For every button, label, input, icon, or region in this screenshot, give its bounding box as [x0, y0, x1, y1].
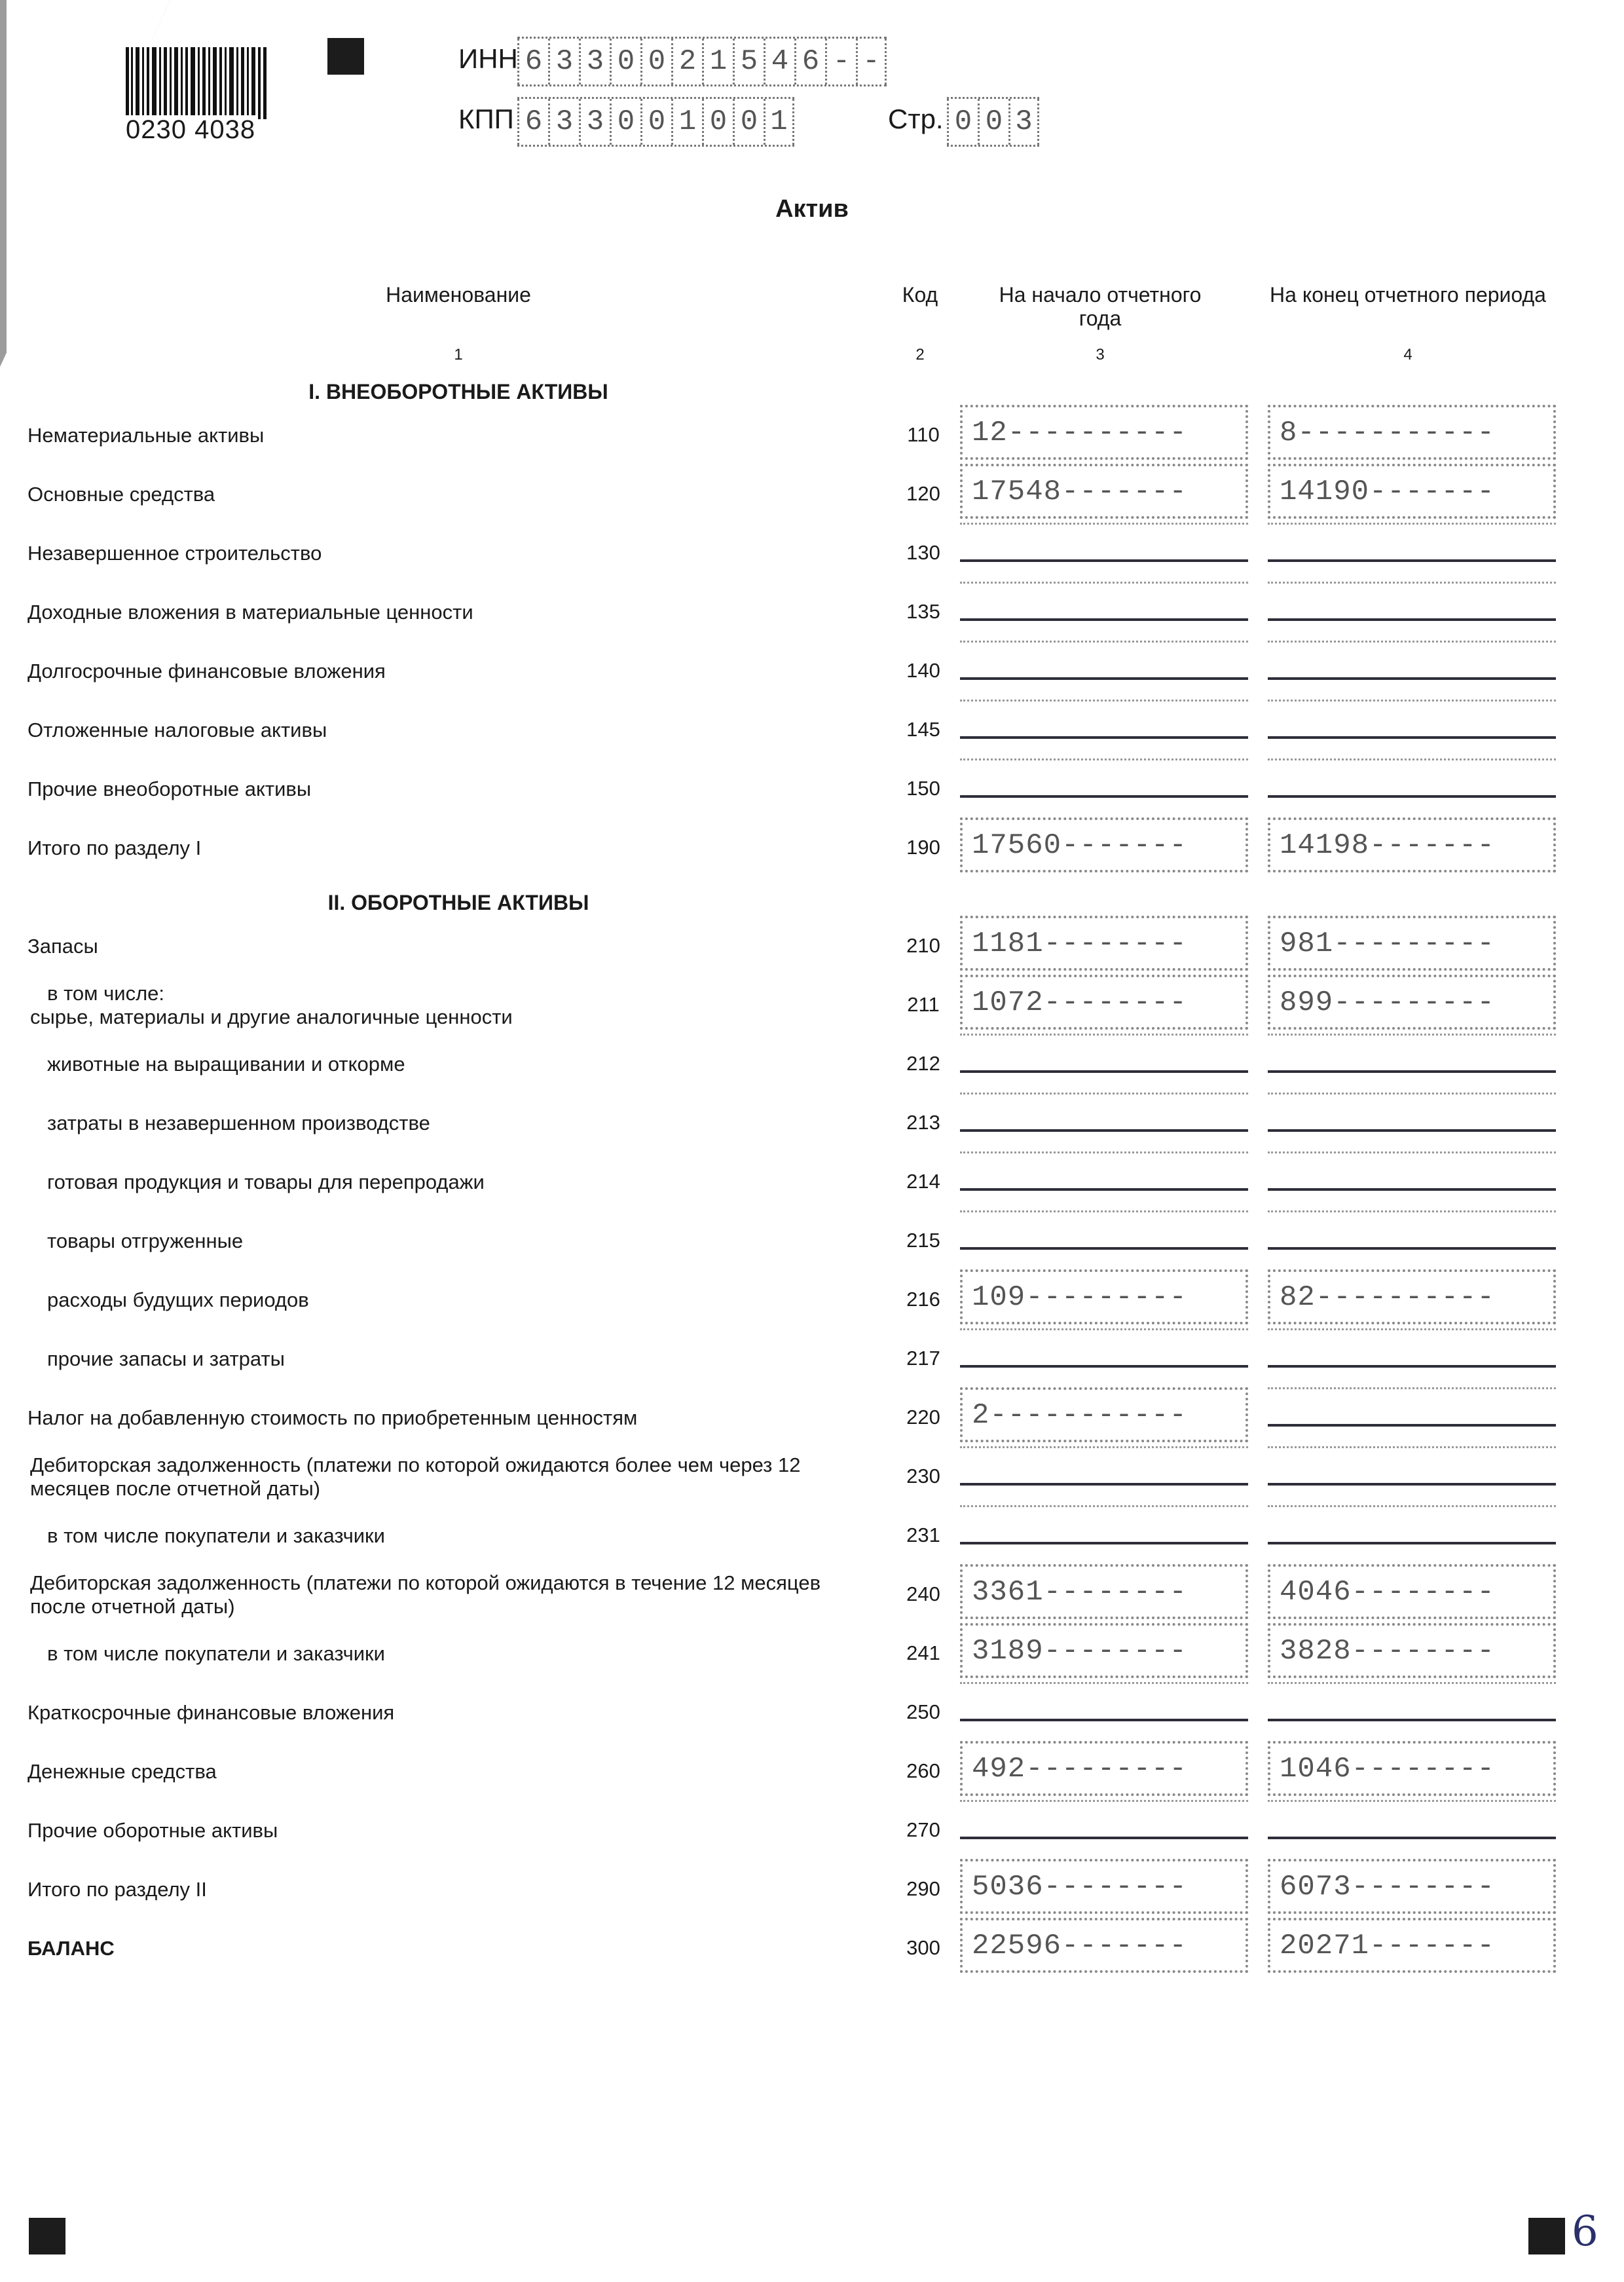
value-start-text: 2----------- — [972, 1399, 1187, 1432]
value-end-field[interactable] — [1268, 464, 1556, 519]
inn-digit-cell: 6 — [517, 39, 548, 84]
kpp-digit-cell: 1 — [764, 99, 794, 145]
value-start-dotted-guide — [960, 1210, 1248, 1212]
row-label: затраты в незавершенном производстве — [47, 1112, 430, 1134]
page-cells — [947, 97, 1039, 147]
value-start-empty-dash[interactable] — [960, 1188, 1248, 1191]
row-label: Налог на добавленную стоимость по приобретенным ценностям — [28, 1406, 638, 1429]
inn-label: ИНН — [458, 43, 518, 74]
row-label: Краткосрочные финансовые вложения — [28, 1701, 395, 1724]
value-end-field[interactable] — [1268, 1918, 1556, 1973]
value-start-dotted-guide — [960, 758, 1248, 760]
section-header-noncurrent: I. ВНЕОБОРОТНЫЕ АКТИВЫ — [308, 380, 608, 403]
row-code: 270 — [906, 1818, 940, 1841]
column-number-1: 1 — [454, 346, 463, 364]
value-start-field[interactable] — [960, 1387, 1248, 1442]
row-code: 213 — [906, 1111, 940, 1134]
value-start-field[interactable] — [960, 1269, 1248, 1324]
row-label: Основные средства — [28, 483, 215, 506]
value-start-dotted-guide — [960, 1682, 1248, 1684]
value-start-field[interactable] — [960, 1859, 1248, 1914]
row-code: 217 — [906, 1347, 940, 1370]
value-end-empty-dash[interactable] — [1268, 736, 1556, 739]
value-end-empty-dash[interactable] — [1268, 1129, 1556, 1132]
row-code: 145 — [906, 718, 940, 741]
row-label: Итого по разделу I — [28, 836, 202, 859]
value-start-field[interactable] — [960, 405, 1248, 460]
alignment-marker-bottom-right — [1528, 2218, 1565, 2254]
value-start-dotted-guide — [960, 1093, 1248, 1094]
value-start-dotted-guide — [960, 1505, 1248, 1507]
inn-digit-cell: 0 — [610, 39, 640, 84]
row-label-continued: после отчетной даты) — [30, 1595, 235, 1618]
row-label: Отложенные налоговые активы — [28, 719, 327, 741]
row-code: 241 — [906, 1641, 940, 1664]
value-start-text: 17560------- — [972, 829, 1187, 862]
value-start-text: 5036-------- — [972, 1871, 1187, 1903]
handwritten-page-number: 6 — [1572, 2207, 1598, 2256]
column-number-4: 4 — [1403, 346, 1412, 364]
row-code: 230 — [906, 1465, 940, 1487]
value-start-empty-dash[interactable] — [960, 618, 1248, 621]
row-code: 190 — [906, 836, 940, 859]
row-code: 220 — [906, 1406, 940, 1429]
value-start-empty-dash[interactable] — [960, 1365, 1248, 1368]
value-start-empty-dash[interactable] — [960, 1483, 1248, 1486]
value-start-field[interactable] — [960, 817, 1248, 872]
value-start-text: 3189-------- — [972, 1635, 1187, 1668]
row-code: 212 — [906, 1052, 940, 1075]
row-code: 250 — [906, 1700, 940, 1723]
value-end-dotted-guide — [1268, 641, 1556, 643]
row-code: 211 — [907, 993, 940, 1016]
inn-digit-cell: 6 — [794, 39, 825, 84]
row-code: 240 — [906, 1582, 940, 1605]
value-end-empty-dash[interactable] — [1268, 618, 1556, 621]
page-label: Стр. — [888, 103, 944, 134]
value-end-dotted-guide — [1268, 1505, 1556, 1507]
value-end-text: 20271------- — [1280, 1930, 1495, 1962]
row-code: 140 — [906, 659, 940, 682]
column-header-end: На конец отчетного периода — [1270, 283, 1546, 307]
value-end-dotted-guide — [1268, 700, 1556, 701]
value-start-empty-dash[interactable] — [960, 559, 1248, 562]
value-start-dotted-guide — [960, 1800, 1248, 1802]
value-end-text: 899--------- — [1280, 986, 1495, 1019]
row-code: 290 — [906, 1877, 940, 1900]
value-end-empty-dash[interactable] — [1268, 1424, 1556, 1427]
row-label: Долгосрочные финансовые вложения — [28, 660, 386, 683]
value-start-field[interactable] — [960, 1741, 1248, 1796]
column-header-name: Наименование — [386, 283, 531, 307]
inn-digit-cell: 1 — [702, 39, 733, 84]
value-end-empty-dash[interactable] — [1268, 1719, 1556, 1721]
value-end-empty-dash[interactable] — [1268, 1542, 1556, 1544]
row-label-continued: сырье, материалы и другие аналогичные ценности — [30, 1005, 513, 1028]
inn-digit-cell: 0 — [640, 39, 671, 84]
inn-digit-cell: - — [856, 39, 887, 84]
value-end-dotted-guide — [1268, 1151, 1556, 1153]
kpp-digit-cell: 1 — [671, 99, 702, 145]
row-label: Прочие внеоборотные активы — [28, 777, 312, 800]
row-code: 135 — [906, 600, 940, 623]
value-end-field[interactable] — [1268, 1623, 1556, 1678]
value-start-field[interactable] — [960, 916, 1248, 971]
section-header-current: II. ОБОРОТНЫЕ АКТИВЫ — [327, 891, 589, 914]
kpp-digit-cell: 3 — [548, 99, 579, 145]
row-label: Дебиторская задолженность (платежи по которой ожидаются более чем через 12 — [30, 1453, 801, 1476]
value-end-text: 3828-------- — [1280, 1635, 1495, 1668]
value-start-empty-dash[interactable] — [960, 677, 1248, 680]
column-header-start: На начало отчетного года — [999, 283, 1202, 330]
kpp-cells — [517, 97, 794, 147]
kpp-digit-cell: 0 — [610, 99, 640, 145]
row-label: Запасы — [28, 935, 98, 958]
value-end-text: 6073-------- — [1280, 1871, 1495, 1903]
inn-digit-cell: 4 — [764, 39, 794, 84]
value-start-empty-dash[interactable] — [960, 795, 1248, 798]
value-end-field[interactable] — [1268, 817, 1556, 872]
value-end-dotted-guide — [1268, 1034, 1556, 1036]
inn-digit-cell: 5 — [733, 39, 764, 84]
value-end-field[interactable] — [1268, 916, 1556, 971]
value-start-dotted-guide — [960, 1151, 1248, 1153]
value-end-dotted-guide — [1268, 582, 1556, 584]
row-label: Доходные вложения в материальные ценности — [28, 601, 473, 624]
value-end-empty-dash[interactable] — [1268, 795, 1556, 798]
value-start-dotted-guide — [960, 1446, 1248, 1448]
value-end-text: 981--------- — [1280, 927, 1495, 960]
value-end-text: 14190------- — [1280, 476, 1495, 508]
value-start-dotted-guide — [960, 523, 1248, 525]
row-code: 216 — [906, 1288, 940, 1311]
value-end-text: 14198------- — [1280, 829, 1495, 862]
value-end-empty-dash[interactable] — [1268, 677, 1556, 680]
value-start-dotted-guide — [960, 641, 1248, 643]
value-end-empty-dash[interactable] — [1268, 559, 1556, 562]
row-code: 130 — [906, 541, 940, 564]
value-start-text: 1181-------- — [972, 927, 1187, 960]
page-digit-cell: 0 — [978, 99, 1008, 145]
value-end-field[interactable] — [1268, 1859, 1556, 1914]
value-start-empty-dash[interactable] — [960, 1837, 1248, 1839]
value-end-dotted-guide — [1268, 1800, 1556, 1802]
value-end-dotted-guide — [1268, 1210, 1556, 1212]
value-end-dotted-guide — [1268, 758, 1556, 760]
value-start-text: 22596------- — [972, 1930, 1187, 1962]
value-end-text: 1046-------- — [1280, 1753, 1495, 1786]
row-label: в том числе покупатели и заказчики — [47, 1524, 385, 1547]
value-end-empty-dash[interactable] — [1268, 1247, 1556, 1250]
value-end-text: 8----------- — [1280, 417, 1495, 449]
kpp-digit-cell: 6 — [517, 99, 548, 145]
row-label: Незавершенное строительство — [28, 542, 322, 565]
page-digit-cell: 0 — [947, 99, 978, 145]
row-label: готовая продукция и товары для перепродажи — [47, 1170, 485, 1193]
value-end-field[interactable] — [1268, 1564, 1556, 1619]
value-end-field[interactable] — [1268, 405, 1556, 460]
row-code: 150 — [906, 777, 940, 800]
value-end-empty-dash[interactable] — [1268, 1483, 1556, 1486]
kpp-label: КПП — [458, 103, 514, 134]
inn-digit-cell: 3 — [579, 39, 610, 84]
alignment-marker-bottom-left — [29, 2218, 65, 2254]
value-start-empty-dash[interactable] — [960, 736, 1248, 739]
kpp-digit-cell: 0 — [733, 99, 764, 145]
value-start-empty-dash[interactable] — [960, 1247, 1248, 1250]
value-start-empty-dash[interactable] — [960, 1542, 1248, 1544]
row-label: Денежные средства — [28, 1760, 217, 1783]
value-end-empty-dash[interactable] — [1268, 1188, 1556, 1191]
value-end-empty-dash[interactable] — [1268, 1070, 1556, 1073]
row-label: в том числе покупатели и заказчики — [47, 1642, 385, 1665]
row-label: Дебиторская задолженность (платежи по которой ожидаются в течение 12 месяцев — [30, 1571, 821, 1594]
value-end-dotted-guide — [1268, 523, 1556, 525]
value-start-field[interactable] — [960, 1918, 1248, 1973]
value-end-empty-dash[interactable] — [1268, 1365, 1556, 1368]
row-code: 260 — [906, 1759, 940, 1782]
value-start-field[interactable] — [960, 975, 1248, 1030]
value-end-text: 4046-------- — [1280, 1576, 1495, 1609]
value-start-text: 1072-------- — [972, 986, 1187, 1019]
row-label: животные на выращивании и откорме — [47, 1053, 405, 1076]
value-start-field[interactable] — [960, 1623, 1248, 1678]
page-digit-cell: 3 — [1008, 99, 1039, 145]
alignment-marker-top — [327, 38, 364, 75]
barcode-number: 0230 4038 — [126, 115, 256, 144]
value-start-empty-dash[interactable] — [960, 1070, 1248, 1073]
row-label: товары отгруженные — [47, 1229, 244, 1252]
value-start-empty-dash[interactable] — [960, 1719, 1248, 1721]
row-label: прочие запасы и затраты — [47, 1347, 285, 1370]
value-start-dotted-guide — [960, 1034, 1248, 1036]
row-code: 110 — [907, 423, 940, 446]
row-code: 214 — [906, 1170, 940, 1193]
row-code: 120 — [906, 482, 940, 505]
value-start-field[interactable] — [960, 1564, 1248, 1619]
row-label: Прочие оборотные активы — [28, 1819, 278, 1842]
kpp-digit-cell: 0 — [702, 99, 733, 145]
value-start-field[interactable] — [960, 464, 1248, 519]
kpp-digit-cell: 3 — [579, 99, 610, 145]
value-start-dotted-guide — [960, 700, 1248, 701]
inn-digit-cell: 2 — [671, 39, 702, 84]
value-end-field[interactable] — [1268, 975, 1556, 1030]
value-start-text: 109--------- — [972, 1281, 1187, 1314]
value-end-dotted-guide — [1268, 1682, 1556, 1684]
row-code: 210 — [906, 934, 940, 957]
column-number-3: 3 — [1096, 346, 1105, 364]
value-start-dotted-guide — [960, 582, 1248, 584]
value-end-dotted-guide — [1268, 1387, 1556, 1389]
row-label: Нематериальные активы — [28, 424, 265, 447]
value-end-dotted-guide — [1268, 1328, 1556, 1330]
value-start-text: 492--------- — [972, 1753, 1187, 1786]
value-start-empty-dash[interactable] — [960, 1129, 1248, 1132]
value-end-empty-dash[interactable] — [1268, 1837, 1556, 1839]
value-start-text: 3361-------- — [972, 1576, 1187, 1609]
row-code: 231 — [906, 1524, 940, 1546]
page-title: Актив — [775, 195, 849, 223]
value-start-text: 17548------- — [972, 476, 1187, 508]
row-label: расходы будущих периодов — [47, 1288, 309, 1311]
column-number-2: 2 — [915, 346, 925, 364]
row-label: БАЛАНС — [28, 1937, 115, 1960]
value-end-text: 82---------- — [1280, 1281, 1495, 1314]
value-start-text: 12---------- — [972, 417, 1187, 449]
column-header-code: Код — [902, 283, 938, 307]
value-end-field[interactable] — [1268, 1269, 1556, 1324]
inn-digit-cell: 3 — [548, 39, 579, 84]
inn-digit-cell: - — [825, 39, 856, 84]
value-end-dotted-guide — [1268, 1446, 1556, 1448]
row-code: 215 — [906, 1229, 940, 1252]
value-end-dotted-guide — [1268, 1093, 1556, 1094]
row-code: 300 — [906, 1936, 940, 1959]
kpp-digit-cell: 0 — [640, 99, 671, 145]
value-start-dotted-guide — [960, 1328, 1248, 1330]
row-label: в том числе: — [47, 982, 165, 1005]
inn-cells — [517, 37, 887, 86]
value-end-field[interactable] — [1268, 1741, 1556, 1796]
row-label-continued: месяцев после отчетной даты) — [30, 1477, 321, 1500]
row-label: Итого по разделу II — [28, 1878, 207, 1901]
